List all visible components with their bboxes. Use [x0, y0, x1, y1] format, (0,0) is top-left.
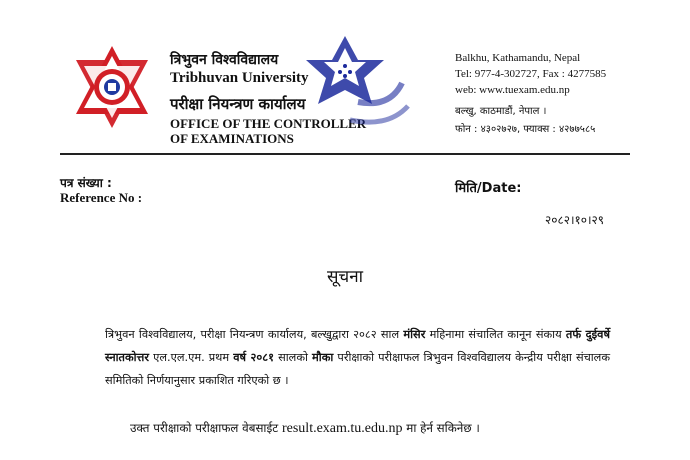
result-url[interactable]: result.exam.tu.edu.np [281, 421, 403, 436]
notice-program: तर्फ दुईवर्षे स्नातकोत्तर [105, 328, 610, 364]
closing-text: उक्त परीक्षाको परीक्षाफल वेबसाईट [130, 421, 279, 435]
website: web: www.tuexam.edu.np [455, 84, 570, 96]
notice-year: वर्ष २०८१ [233, 351, 275, 364]
office-name-english-line1: OFFICE OF THE CONTROLLER [170, 116, 367, 131]
address-english: Balkhu, Kathamandu, Nepal [455, 52, 581, 64]
notice-month: मंसिर [403, 328, 426, 341]
notice-text: सालको [278, 351, 308, 364]
notice-text: महिनामा संचालित कानून संकाय [429, 328, 562, 341]
official-stamp [300, 28, 410, 143]
notice-body [105, 323, 610, 392]
notice-text: परीक्षाको परीक्षाफल त्रिभुवन विश्वविद्यालय केन्द्रीय परीक्षा संचालक समितिको निर्णयानुसार प्रकाशित गरिएको छ । [105, 351, 611, 387]
notice-heading: सूचना [326, 267, 364, 287]
date-value: २०८२।१०।२९ [545, 213, 605, 227]
university-name-english: Tribhuvan University [170, 70, 309, 86]
phone-english: Tel: 977-4-302727, Fax : 4277585 [455, 68, 607, 80]
office-name-english-line2: OF EXAMINATIONS [170, 131, 294, 146]
reference-label-nepali: पत्र संख्या : [60, 176, 112, 190]
header-divider [60, 153, 630, 155]
university-name-nepali: त्रिभुवन विश्वविद्यालय [170, 52, 279, 68]
notice-chance: मौका [312, 351, 334, 364]
notice-text: त्रिभुवन विश्वविद्यालय, परीक्षा नियन्त्रण कार्यालय, बल्खुद्वारा २०८२ साल [105, 328, 400, 341]
office-name-nepali: परीक्षा नियन्त्रण कार्यालय [170, 95, 306, 113]
address-nepali: बल्खु, काठमाडौं, नेपाल । [455, 106, 547, 117]
phone-nepali: फोन : ४३०२७२७, फ्याक्स : ४२७७५८५ [455, 124, 596, 135]
closing-text: मा हेर्न सकिनेछ । [406, 421, 480, 435]
date-label: मिति/Date: [455, 181, 522, 196]
reference-label-english: Reference No : [60, 190, 143, 205]
notice-text: एल.एल.एम. प्रथम [153, 351, 230, 364]
university-logo [72, 42, 152, 132]
notice-closing [130, 420, 650, 437]
